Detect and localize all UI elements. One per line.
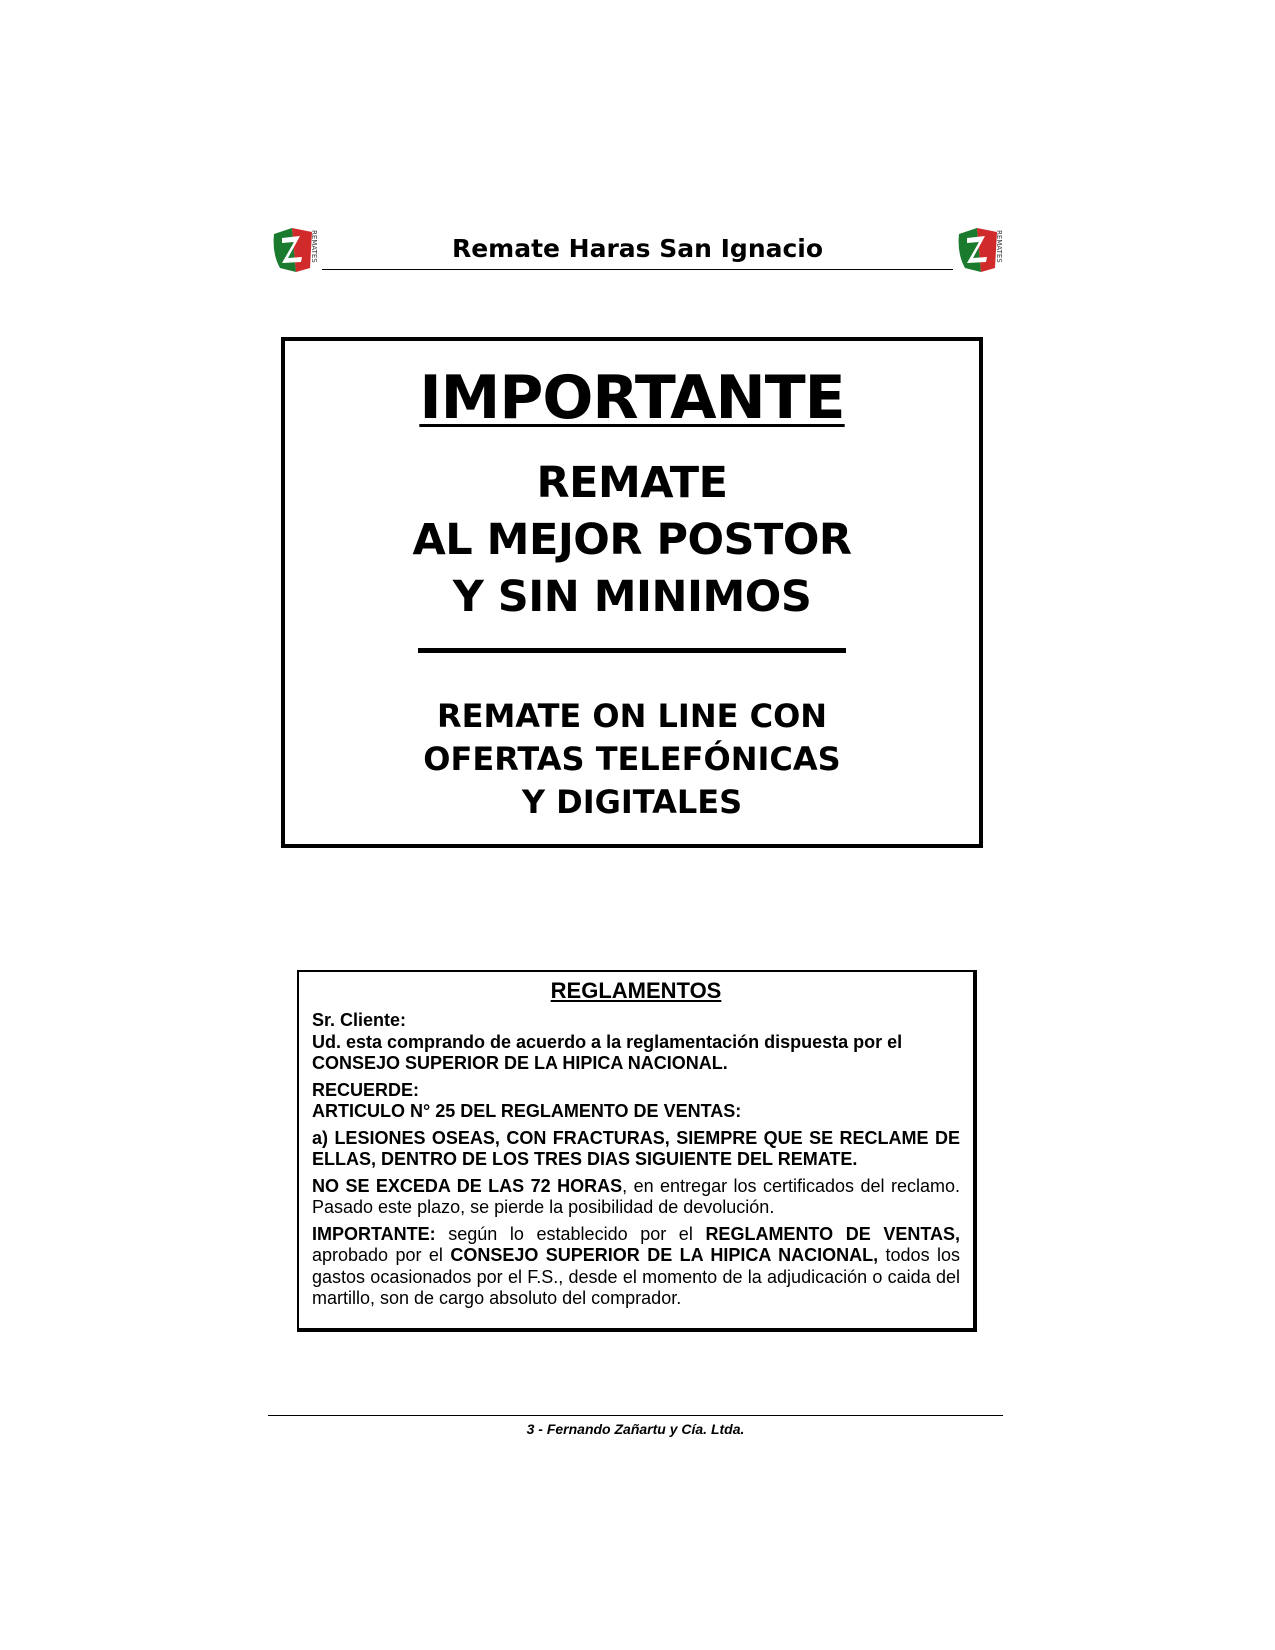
footer-rule bbox=[268, 1415, 1003, 1416]
regulation-text: NO SE EXCEDA DE LAS 72 HORAS bbox=[312, 1175, 623, 1196]
recuerde-label: RECUERDE: bbox=[312, 1079, 420, 1100]
notice-line: REMATE bbox=[536, 458, 728, 508]
notice-divider bbox=[418, 648, 846, 653]
zl-remates-logo-left bbox=[270, 224, 320, 276]
important-notice-box bbox=[281, 337, 983, 848]
regulation-text: CONSEJO SUPERIOR DE LA HIPICA NACIONAL, bbox=[450, 1245, 879, 1265]
svg-text:REMATES: REMATES bbox=[310, 230, 318, 263]
header-rule bbox=[322, 269, 953, 270]
greeting: Sr. Cliente: bbox=[312, 1010, 407, 1030]
regulation-text: REGLAMENTO DE VENTAS, bbox=[705, 1223, 960, 1244]
page-footer: 3 - Fernando Zañartu y Cía. Ltda. bbox=[526, 1421, 745, 1437]
articulo-label: ARTICULO N° 25 DEL REGLAMENTO DE VENTAS: bbox=[312, 1101, 742, 1121]
regulation-item-a: a) LESIONES OSEAS, CON FRACTURAS, SIEMPRE QUE SE RECLAME DE ELLAS, DENTRO DE LOS TRES DIAS SIGUIENTE DEL REMATE. bbox=[312, 1127, 960, 1169]
notice-line: AL MEJOR POSTOR bbox=[412, 515, 852, 565]
page-header bbox=[270, 224, 1005, 280]
regulations-title: REGLAMENTOS bbox=[550, 978, 722, 1003]
regulation-text: CONSEJO SUPERIOR DE LA HIPICA NACIONAL. bbox=[312, 1053, 728, 1073]
page-title: Remate Haras San Ignacio bbox=[451, 234, 824, 263]
notice-line: OFERTAS TELEFÓNICAS bbox=[423, 740, 841, 778]
svg-text:REMATES: REMATES bbox=[995, 230, 1003, 263]
regulation-text: aprobado por el bbox=[312, 1245, 451, 1265]
notice-line: Y SIN MINIMOS bbox=[452, 572, 812, 622]
regulation-text: , en entregar los certificados del reclamo. Pasado este plazo, se pierde la posibilidad de devolución. bbox=[312, 1175, 960, 1217]
regulation-paragraph bbox=[312, 1224, 960, 1310]
notice-block-2 bbox=[285, 695, 979, 824]
notice-block-1 bbox=[285, 455, 979, 626]
notice-line: REMATE ON LINE CON bbox=[436, 697, 828, 735]
regulation-text: según lo establecido por el bbox=[435, 1223, 706, 1244]
regulation-paragraph bbox=[312, 1032, 960, 1075]
regulation-text: IMPORTANTE: bbox=[312, 1223, 436, 1244]
zl-remates-logo-right bbox=[955, 224, 1005, 276]
regulation-text: Ud. esta comprando de acuerdo a la reglamentación dispuesta por el bbox=[312, 1031, 903, 1052]
regulation-paragraph bbox=[312, 1176, 960, 1219]
notice-heading: IMPORTANTE bbox=[419, 363, 845, 433]
regulations-box bbox=[297, 970, 977, 1332]
regulation-text: todos los gastos ocasionados por el F.S., desde el momento de la adjudicación o caida del martillo, son de cargo absoluto del comprador. bbox=[312, 1245, 960, 1308]
notice-line: Y DIGITALES bbox=[521, 783, 743, 821]
